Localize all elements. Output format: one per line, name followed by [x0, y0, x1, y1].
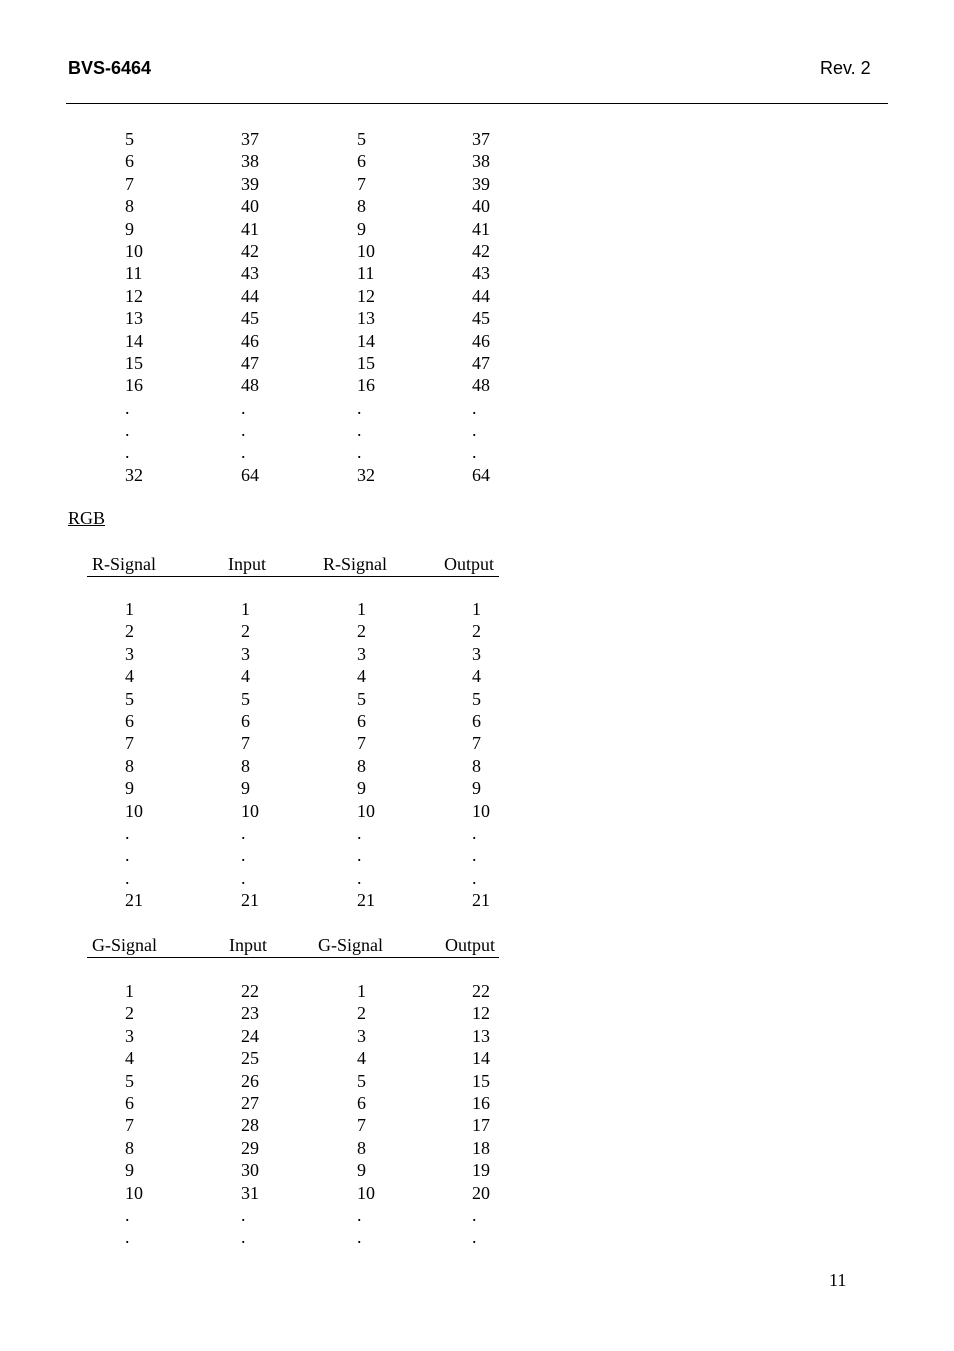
table-cell: 2 [357, 1003, 366, 1024]
table-cell: 1 [357, 599, 366, 619]
table-cell: . [472, 845, 477, 866]
table-cell: 6 [241, 710, 250, 731]
table-cell: 31 [241, 1182, 259, 1203]
table-cell: 14 [472, 1048, 490, 1069]
table-cell: 9 [125, 778, 134, 799]
table-cell: 41 [472, 218, 490, 239]
table-cell: 4 [472, 666, 481, 687]
table-cell: 9 [357, 218, 366, 239]
page-number: 11 [829, 1270, 847, 1290]
table-cell: 12 [472, 1003, 490, 1024]
table-cell: 15 [472, 1070, 490, 1091]
table-cell: 15 [357, 352, 375, 373]
table-cell: 4 [241, 666, 250, 687]
table-cell: . [125, 397, 130, 418]
table-cell: . [241, 845, 246, 866]
table-cell: 5 [125, 129, 134, 149]
table-cell: 42 [472, 240, 490, 261]
table-cell: 37 [241, 129, 259, 149]
table-cell: 8 [125, 1137, 134, 1158]
table-cell: 9 [125, 1160, 134, 1181]
table-cell: 14 [125, 330, 143, 351]
table-cell: 44 [241, 285, 259, 306]
table-cell: 10 [472, 800, 490, 821]
table-cell: 46 [241, 330, 259, 351]
table-cell: 6 [357, 151, 366, 172]
table-cell: 7 [472, 733, 481, 754]
table-cell: 4 [125, 1048, 134, 1069]
table-cell: . [241, 1204, 246, 1225]
table-cell: . [472, 442, 477, 463]
table-cell: . [241, 397, 246, 418]
table-cell: 6 [472, 710, 481, 731]
table-cell: 32 [125, 464, 143, 485]
table-cell: . [357, 420, 362, 441]
r-header-signal-in: R-Signal [92, 554, 157, 574]
table-cell: 7 [357, 1115, 366, 1136]
table-cell: . [357, 845, 362, 866]
table-cell: 42 [241, 240, 259, 261]
table-cell: 7 [357, 173, 366, 194]
g-header-signal-out: G-Signal [318, 935, 383, 955]
table-cell: . [472, 867, 477, 888]
table-cell: 39 [472, 173, 490, 194]
r-table-header [87, 554, 499, 577]
table-cell: . [241, 420, 246, 441]
table-cell: 3 [357, 1025, 366, 1046]
table-cell: 9 [125, 218, 134, 239]
table-cell: 6 [125, 710, 134, 731]
table-cell: . [241, 822, 246, 843]
table-cell: 46 [472, 330, 490, 351]
table-cell: 21 [125, 890, 143, 911]
table-cell: 48 [472, 375, 490, 396]
table-cell: 6 [357, 1092, 366, 1113]
table-cell: 22 [472, 981, 490, 1001]
table-cell: 26 [241, 1070, 259, 1091]
table-cell: 8 [241, 755, 250, 776]
table-cell: 12 [357, 285, 375, 306]
table-cell: 8 [472, 755, 481, 776]
table-cell: 13 [357, 308, 375, 329]
table-cell: 24 [241, 1025, 259, 1046]
table-cell: 1 [125, 981, 134, 1001]
table-cell: 3 [357, 643, 366, 664]
table-cell: 16 [472, 1092, 490, 1113]
table-cell: 8 [357, 755, 366, 776]
table-cell: 8 [357, 1137, 366, 1158]
table-cell: 45 [472, 308, 490, 329]
table-cell: . [357, 1227, 362, 1248]
table-cell: 47 [241, 352, 259, 373]
table-cell: 21 [357, 890, 375, 911]
table-cell: 13 [125, 308, 143, 329]
table-cell: 32 [357, 464, 375, 485]
table-cell: . [125, 822, 130, 843]
table-cell: . [357, 1204, 362, 1225]
table-cell: 48 [241, 375, 259, 396]
table-cell: 10 [125, 1182, 143, 1203]
section-title-rgb: RGB [68, 508, 106, 528]
table-cell: . [125, 1204, 130, 1225]
table-cell: 7 [125, 173, 134, 194]
table-cell: 16 [357, 375, 375, 396]
table-cell: 27 [241, 1092, 259, 1113]
table-cell: . [472, 1204, 477, 1225]
table-cell: 9 [241, 778, 250, 799]
table-cell: 8 [125, 196, 134, 217]
g-header-output: Output [445, 935, 496, 955]
table-cell: . [472, 420, 477, 441]
r-header-input: Input [228, 554, 266, 574]
table-cell: 3 [125, 643, 134, 664]
table-cell: 8 [125, 755, 134, 776]
table-cell: 5 [125, 1070, 134, 1091]
table-cell: 13 [472, 1025, 490, 1046]
table-cell: 6 [357, 710, 366, 731]
table-cell: 2 [241, 621, 250, 642]
table-cell: 4 [357, 666, 366, 687]
table-cell: 10 [125, 240, 143, 261]
table-cell: 7 [125, 1115, 134, 1136]
r-header-output: Output [444, 554, 495, 574]
table-cell: 25 [241, 1048, 259, 1069]
table-cell: 2 [472, 621, 481, 642]
table-cell: 37 [472, 129, 490, 149]
table-cell: 5 [357, 688, 366, 709]
g-table-header [87, 935, 499, 958]
table-cell: 2 [125, 621, 134, 642]
table-cell: 21 [241, 890, 259, 911]
table-cell: 1 [125, 599, 134, 619]
table-cell: . [125, 845, 130, 866]
table-cell: 11 [125, 263, 143, 284]
table-cell: 14 [357, 330, 375, 351]
table-cell: 28 [241, 1115, 259, 1136]
table-cell: 8 [357, 196, 366, 217]
table-cell: . [241, 867, 246, 888]
table-cell: 9 [357, 778, 366, 799]
table-cell: . [472, 822, 477, 843]
table-cell: 10 [241, 800, 259, 821]
table-cell: . [357, 822, 362, 843]
table-cell: 5 [125, 688, 134, 709]
table-cell: 12 [125, 285, 143, 306]
table-cell: 39 [241, 173, 259, 194]
g-header-input: Input [229, 935, 267, 955]
table-cell: 40 [241, 196, 259, 217]
table-cell: . [125, 1227, 130, 1248]
table-cell: 1 [357, 981, 366, 1001]
table-cell: 4 [125, 666, 134, 687]
table-cell: 16 [125, 375, 143, 396]
table-cell: 10 [357, 1182, 375, 1203]
table-cell: 41 [241, 218, 259, 239]
table-cell: 64 [241, 464, 259, 485]
table-cell: 9 [357, 1160, 366, 1181]
table-cell: 10 [357, 800, 375, 821]
table-cell: 4 [357, 1048, 366, 1069]
header-rule [66, 103, 888, 104]
table-cell: 3 [125, 1025, 134, 1046]
table-cell: . [357, 397, 362, 418]
table-cell: 40 [472, 196, 490, 217]
table-cell: 38 [472, 151, 490, 172]
table-cell: 43 [241, 263, 259, 284]
table-cell: 10 [357, 240, 375, 261]
table-cell: 5 [357, 1070, 366, 1091]
table-cell: 5 [472, 688, 481, 709]
table-cell: 30 [241, 1160, 259, 1181]
table-cell: 43 [472, 263, 490, 284]
table-cell: 2 [357, 621, 366, 642]
g-header-signal-in: G-Signal [92, 935, 157, 955]
table-cell: 9 [472, 778, 481, 799]
table-cell: 7 [357, 733, 366, 754]
table-cell: 44 [472, 285, 490, 306]
table-cell: 38 [241, 151, 259, 172]
table-cell: 5 [357, 129, 366, 149]
table-cell: 20 [472, 1182, 490, 1203]
table-cell: 15 [125, 352, 143, 373]
table-cell: 11 [357, 263, 375, 284]
table-cell: 5 [241, 688, 250, 709]
table-cell: 1 [472, 599, 481, 619]
table-cell: 2 [125, 1003, 134, 1024]
table-cell: . [125, 420, 130, 441]
table-cell: 3 [472, 643, 481, 664]
table-cell: . [472, 397, 477, 418]
table-cell: 1 [241, 599, 250, 619]
table-cell: . [241, 442, 246, 463]
table-cell: . [357, 442, 362, 463]
table-cell: 45 [241, 308, 259, 329]
table-cell: . [357, 867, 362, 888]
table-cell: 47 [472, 352, 490, 373]
table-cell: 17 [472, 1115, 490, 1136]
table-cell: . [472, 1227, 477, 1248]
table-cell: 19 [472, 1160, 490, 1181]
table-cell: . [125, 867, 130, 888]
table-cell: 29 [241, 1137, 259, 1158]
document-product-code: BVS-6464 [68, 58, 152, 78]
table-cell: 7 [125, 733, 134, 754]
table-cell: 21 [472, 890, 490, 911]
table-cell: 6 [125, 151, 134, 172]
document-revision: Rev. 2 [820, 58, 871, 78]
table-cell: 6 [125, 1092, 134, 1113]
table-cell: . [241, 1227, 246, 1248]
table-cell: . [125, 442, 130, 463]
table-cell: 18 [472, 1137, 490, 1158]
table-cell: 10 [125, 800, 143, 821]
table-cell: 3 [241, 643, 250, 664]
table-cell: 7 [241, 733, 250, 754]
table-cell: 64 [472, 464, 490, 485]
table-cell: 23 [241, 1003, 259, 1024]
r-header-signal-out: R-Signal [323, 554, 388, 574]
table-cell: 22 [241, 981, 259, 1001]
